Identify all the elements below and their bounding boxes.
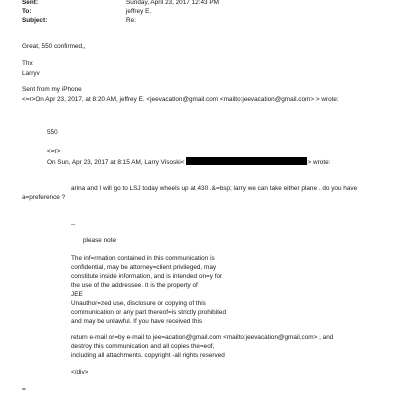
sent-value: Sunday, April 23, 2017 12:43 PM: [126, 0, 219, 6]
header-sent-row: [22, 0, 219, 7]
disclaimer-please-note: please note: [83, 237, 117, 244]
redaction-bar: [186, 157, 307, 165]
quoted-header-suffix: > wrote:: [307, 159, 331, 166]
quoted-body-line-2: a=preference ?: [22, 194, 66, 201]
disclaimer-return-line: destroy this communication and all copies the=eof,: [71, 343, 215, 350]
reply-quote-header: <=r>On Apr 23, 2017, at 8:20 AM, jeffrey E. <jeevacation@gmail.com <mailto:jeevacation@gmail.com> > wrote:: [22, 96, 339, 103]
subject-value: Re:: [126, 17, 136, 24]
disclaimer-line: Unauthor=zed use, disclosure or copying of this: [71, 300, 206, 307]
reply-line-1: Great, 550 confirmed,,: [22, 43, 86, 50]
to-value: jeffrey E.: [126, 8, 152, 15]
disclaimer-line: communication or any part thereof=is strictly prohibited: [71, 309, 227, 316]
header-subject-row: [22, 17, 136, 25]
reply-thx: Thx: [22, 60, 33, 67]
disclaimer-line: The inf=rmation contained in this communication is: [71, 255, 215, 262]
quoted-tag: <=r>: [47, 148, 61, 155]
disclaimer-dash: --: [71, 221, 76, 228]
disclaimer-line: the use of the addressee. It is the property of: [71, 282, 198, 289]
closing-div-tag: </div>: [71, 369, 89, 376]
disclaimer-line: confidential, may be attorney=client privileged, may: [71, 264, 217, 271]
quoted-number: 550: [47, 129, 58, 136]
reply-signature: Larryv: [22, 70, 40, 77]
quoted-body-line-1: arina and I will go to LSJ today wheels up at 430 .&=bsp; larry we can take either plane . do you have: [71, 185, 358, 192]
reply-sent-from: Sent from my iPhone: [22, 86, 82, 93]
disclaimer-line: and may be unlawful. If you have received this: [71, 318, 203, 325]
footer-mark: =: [22, 386, 26, 393]
disclaimer-return-line: including all attachments. copyright -all rights reserved: [71, 352, 225, 359]
disclaimer-return-line: return e-mail or=by e-mail to jee=acation@gmail.com <mailto:jeevacation@gmail.com> , and: [71, 334, 334, 341]
subject-label: Subject:: [22, 17, 48, 24]
to-label: To:: [22, 8, 32, 15]
quoted-header-prefix: On Sun, Apr 23, 2017 at 8:15 AM, Larry Visoski<: [47, 159, 185, 166]
header-to-row: [22, 8, 151, 16]
quoted-header: [47, 157, 330, 167]
disclaimer-line: JEE: [71, 291, 83, 298]
disclaimer-line: constitute inside information, and is intended on=y for: [71, 273, 223, 280]
sent-label: Sent:: [22, 0, 38, 6]
